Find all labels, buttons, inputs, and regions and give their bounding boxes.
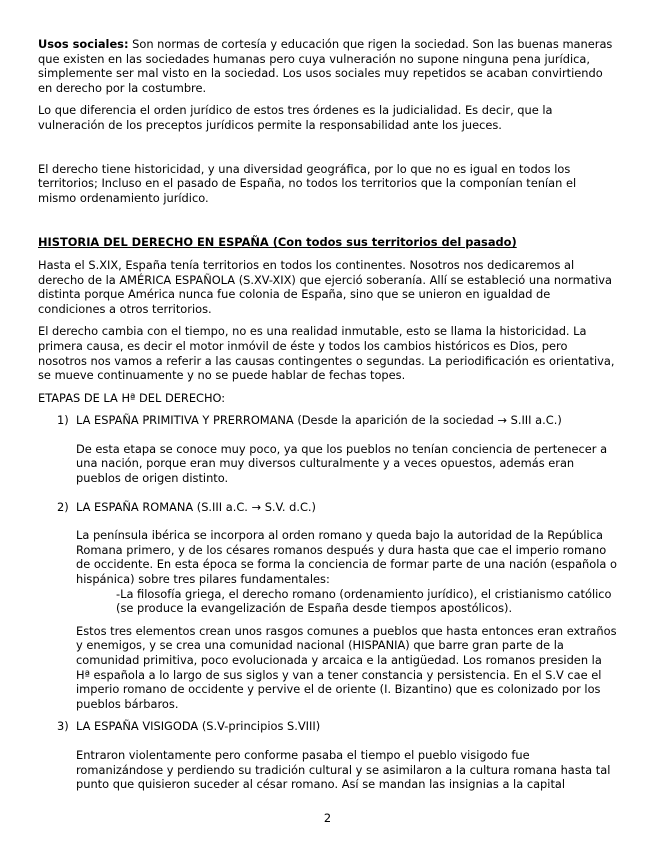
section-heading: HISTORIA DEL DERECHO EN ESPAÑA (Con todos sus territorios del pasado) <box>38 235 517 250</box>
stage-body-continued: Estos tres elementos crean unos rasgos comunes a pueblos que hasta entonces eran extraños y enemigos, y se crea una comunidad nacional (HISPANIA) que barre gran parte de la comunidad primitiva, poco evolucionada y arcaica e la antigüedad. Los romanos presiden la Hª española a lo largo de sus siglos y van a tener constancia y persistencia. En el S.V cae el imperio romano de occidente y pervive el de oriente (I. Bizantino) que es colonizado por los pueblos bárbaros. <box>76 623 617 711</box>
term-label: Usos sociales: <box>38 37 129 51</box>
stage-body: Entraron violentamente pero conforme pasaba el tiempo el pueblo visigodo fue romanizándose y perdiendo su tradición cultural y se asimilaron a la cultura romana hasta tal punto que quisieron suceder al césar romano. Así se mandan las insignias a la capital <box>76 747 611 792</box>
paragraph-usos-sociales <box>38 37 618 95</box>
stage-number: 3) <box>57 719 69 734</box>
stage-indented-note: -La filosofía griega, el derecho romano (ordenamiento jurídico), el cristianismo católico (se produce la evangelización de España desde tiempos apostólicos). <box>116 586 612 616</box>
document-page <box>38 37 618 792</box>
stage-body: De esta etapa se conoce muy poco, ya que los pueblos no tenían conciencia de pertenecer a una nación, porque eran muy diversos culturalmente y a veces opuestos, además eran pueblos de origen distinto. <box>76 441 608 486</box>
stage-number: 2) <box>57 499 69 514</box>
paragraph-territorios: Hasta el S.XIX, España tenía territorios en todos los continentes. Nosotros nos dedicaremos al derecho de la AMÉRICA ESPAÑOLA (S.XV-XIX) que ejerció soberanía. Allí se estableció una normativa distinta porque América nunca fue colonia de España, sino que se unieron en igualdad de condiciones a otros territorios. <box>38 257 613 316</box>
stages-title: ETAPAS DE LA Hª DEL DERECHO: <box>38 390 226 405</box>
stage-item <box>38 413 618 485</box>
stage-title: LA ESPAÑA ROMANA (S.III a.C. → S.V. d.C.) <box>76 499 316 514</box>
paragraph-historicidad: El derecho tiene historicidad, y una diversidad geográfica, por lo que no es igual en todos los territorios; Incluso en el pasado de España, no todos los territorios que la componían tenían el mismo ordenamiento jurídico. <box>38 161 577 205</box>
stage-number: 1) <box>57 413 69 428</box>
stage-title: LA ESPAÑA VISIGODA (S.V-principios S.VIII) <box>76 719 321 734</box>
paragraph-cambio: El derecho cambia con el tiempo, no es una realidad inmutable, esto se llama la historicidad. La primera causa, es decir el motor inmóvil de éste y todos los cambios históricos es Dios, pero nosotros nos vamos a referir a las causas contingentes o segundas. La periodificación es orientativa, se mueve continuamente y no se puede hablar de fechas topes. <box>38 324 615 383</box>
stage-body: La península ibérica se incorpora al orden romano y queda bajo la autoridad de la República Romana primero, y de los césares romanos después y dura hasta que cae el imperio romano de occidente. En esta época se forma la conciencia de formar parte de una nación (española o hispánica) sobre tres pilares fundamentales: <box>76 528 617 587</box>
page-number: 2 <box>323 811 332 825</box>
stage-title: LA ESPAÑA PRIMITIVA Y PRERROMANA (Desde la aparición de la sociedad → S.III a.C.) <box>76 413 562 428</box>
term-definition: Son normas de cortesía y educación que rigen la sociedad. Son las buenas maneras que existen en las sociedades humanas pero cuya vulneración no supone ninguna pena jurídica, simplemente ser mal visto en la sociedad. Los usos sociales muy repetidos se acaban convirtiendo en derecho por la costumbre. <box>38 37 613 95</box>
stage-item <box>38 500 618 712</box>
stage-item <box>38 719 618 791</box>
stages-list <box>38 413 618 791</box>
paragraph-judicialidad: Lo que diferencia el orden jurídico de estos tres órdenes es la judicialidad. Es decir, que la vulneración de los preceptos jurídicos permite la responsabilidad ante los jueces. <box>38 103 553 132</box>
